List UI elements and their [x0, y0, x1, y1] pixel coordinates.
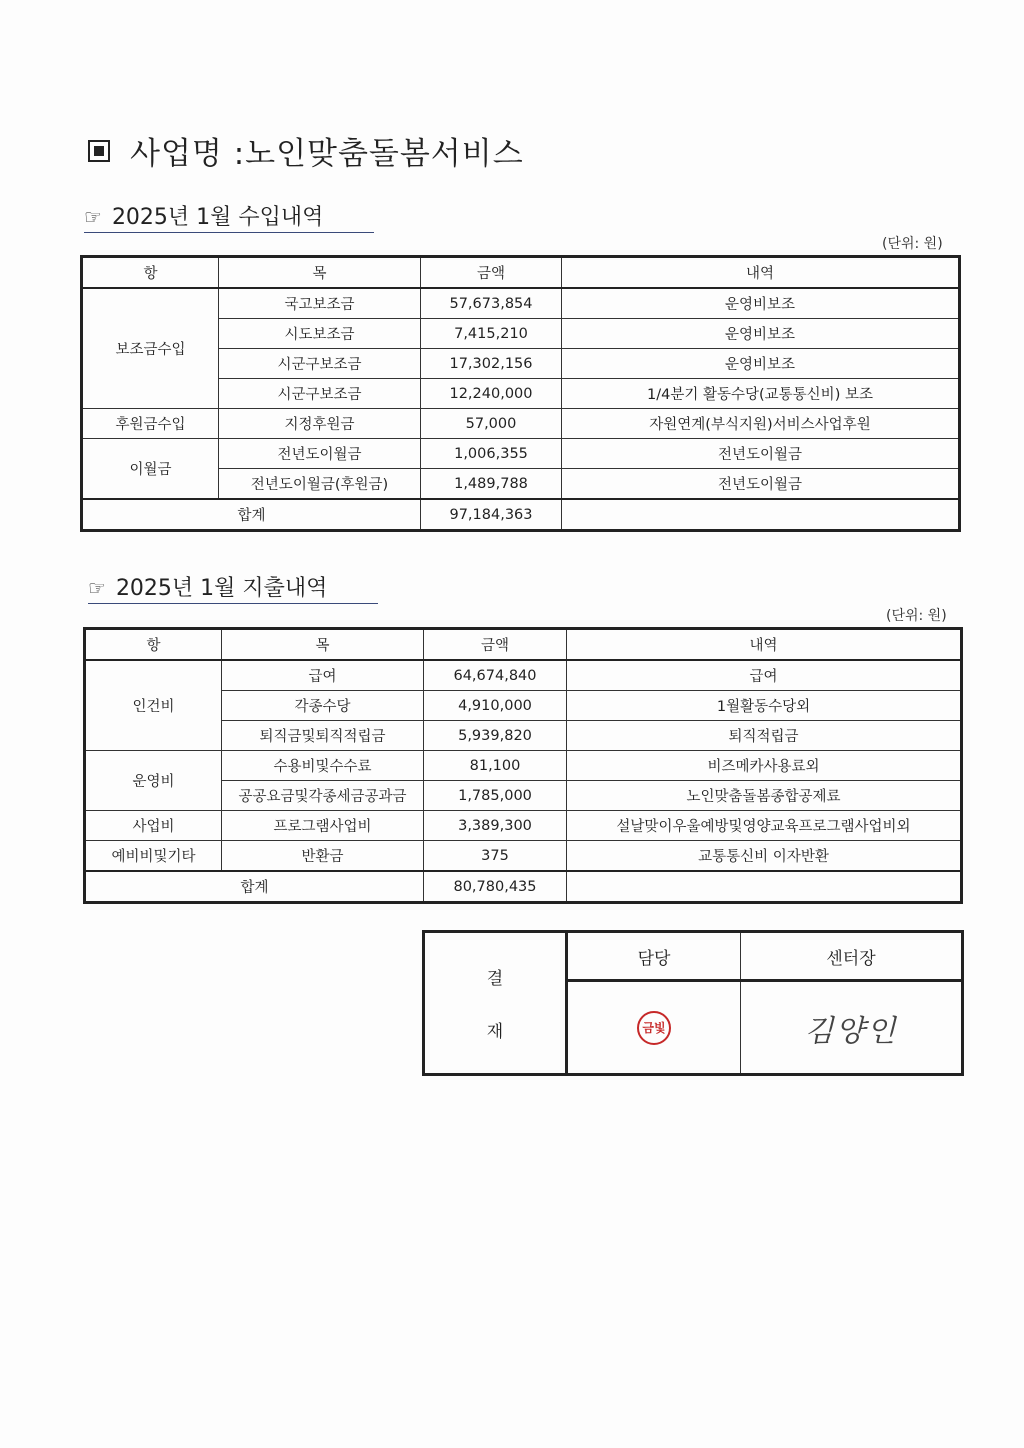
table-row	[82, 409, 960, 439]
desc-cell: 퇴직적립금	[567, 721, 962, 751]
expense-heading	[88, 571, 378, 604]
expense-heading-text: 2025년 1월 지출내역	[115, 576, 328, 601]
item-cell: 시군구보조금	[219, 379, 421, 409]
square-bullet-icon	[88, 140, 110, 162]
desc-cell: 자원연계(부식지원)서비스사업후원	[562, 409, 960, 439]
header-mok: 목	[222, 629, 424, 661]
header-amount: 금액	[421, 257, 562, 289]
total-amount: 80,780,435	[424, 871, 567, 903]
item-cell: 반환금	[222, 841, 424, 872]
amount-cell: 3,389,300	[424, 811, 567, 841]
total-desc-empty	[567, 871, 962, 903]
signature: 김양인	[804, 1013, 898, 1049]
table-row	[82, 439, 960, 469]
item-cell: 퇴직금및퇴직적립금	[222, 721, 424, 751]
page-title	[88, 128, 524, 173]
desc-cell: 운영비보조	[562, 288, 960, 319]
desc-cell: 노인맞춤돌봄종합공제료	[567, 781, 962, 811]
total-label: 합계	[82, 499, 421, 531]
amount-cell: 1,785,000	[424, 781, 567, 811]
pointing-hand-icon: ☞	[84, 205, 102, 229]
approval-label-bottom: 재	[486, 1022, 504, 1042]
income-unit: (단위: 원)	[882, 236, 943, 252]
table-row	[85, 751, 962, 781]
item-cell: 수용비및수수료	[222, 751, 424, 781]
group-label: 사업비	[85, 811, 222, 841]
desc-cell: 비즈메카사용료외	[567, 751, 962, 781]
item-cell: 프로그램사업비	[222, 811, 424, 841]
desc-cell: 급여	[567, 660, 962, 691]
desc-cell: 전년도이월금	[562, 469, 960, 500]
director-signature-cell	[741, 981, 963, 1075]
approval-col-staff: 담당	[567, 932, 741, 981]
approval-label	[424, 932, 567, 1075]
amount-cell: 64,674,840	[424, 660, 567, 691]
expense-unit: (단위: 원)	[886, 608, 947, 624]
header-hang: 항	[82, 257, 219, 289]
item-cell: 급여	[222, 660, 424, 691]
group-label: 후원금수입	[82, 409, 219, 439]
approval-label-top: 결	[486, 969, 504, 989]
amount-cell: 1,006,355	[421, 439, 562, 469]
item-cell: 공공요금및각종세금공과금	[222, 781, 424, 811]
expense-table	[83, 627, 963, 904]
staff-stamp-cell	[567, 981, 741, 1075]
table-header-row	[82, 257, 960, 289]
item-cell: 국고보조금	[219, 288, 421, 319]
desc-cell: 운영비보조	[562, 349, 960, 379]
table-row	[85, 811, 962, 841]
desc-cell: 설날맞이우울예방및영양교육프로그램사업비외	[567, 811, 962, 841]
header-desc: 내역	[567, 629, 962, 661]
header-mok: 목	[219, 257, 421, 289]
desc-cell: 1/4분기 활동수당(교통통신비) 보조	[562, 379, 960, 409]
group-label: 보조금수입	[82, 288, 219, 409]
amount-cell: 81,100	[424, 751, 567, 781]
item-cell: 지정후원금	[219, 409, 421, 439]
table-row	[85, 660, 962, 691]
total-desc-empty	[562, 499, 960, 531]
income-heading-text: 2025년 1월 수입내역	[111, 205, 324, 230]
desc-cell: 전년도이월금	[562, 439, 960, 469]
item-cell: 전년도이월금(후원금)	[219, 469, 421, 500]
total-label: 합계	[85, 871, 424, 903]
seal-stamp-icon: 금빛	[637, 1011, 671, 1045]
group-label: 운영비	[85, 751, 222, 811]
desc-cell: 교통통신비 이자반환	[567, 841, 962, 872]
table-row	[82, 288, 960, 319]
table-row	[85, 841, 962, 872]
amount-cell: 57,000	[421, 409, 562, 439]
income-heading	[84, 200, 374, 233]
amount-cell: 7,415,210	[421, 319, 562, 349]
amount-cell: 375	[424, 841, 567, 872]
approval-col-director: 센터장	[741, 932, 963, 981]
pointing-hand-icon: ☞	[88, 576, 106, 600]
item-cell: 시도보조금	[219, 319, 421, 349]
total-row	[82, 499, 960, 531]
header-hang: 항	[85, 629, 222, 661]
amount-cell: 4,910,000	[424, 691, 567, 721]
group-label: 예비비및기타	[85, 841, 222, 872]
group-label: 이월금	[82, 439, 219, 500]
item-cell: 시군구보조금	[219, 349, 421, 379]
table-header-row	[85, 629, 962, 661]
amount-cell: 1,489,788	[421, 469, 562, 500]
group-label: 인건비	[85, 660, 222, 751]
page-title-text: 사업명 :노인맞춤돌봄서비스	[130, 136, 524, 172]
header-amount: 금액	[424, 629, 567, 661]
approval-box	[422, 930, 964, 1076]
item-cell: 각종수당	[222, 691, 424, 721]
desc-cell: 운영비보조	[562, 319, 960, 349]
amount-cell: 17,302,156	[421, 349, 562, 379]
amount-cell: 12,240,000	[421, 379, 562, 409]
income-table	[80, 255, 961, 532]
header-desc: 내역	[562, 257, 960, 289]
amount-cell: 57,673,854	[421, 288, 562, 319]
total-amount: 97,184,363	[421, 499, 562, 531]
amount-cell: 5,939,820	[424, 721, 567, 751]
total-row	[85, 871, 962, 903]
item-cell: 전년도이월금	[219, 439, 421, 469]
desc-cell: 1월활동수당외	[567, 691, 962, 721]
